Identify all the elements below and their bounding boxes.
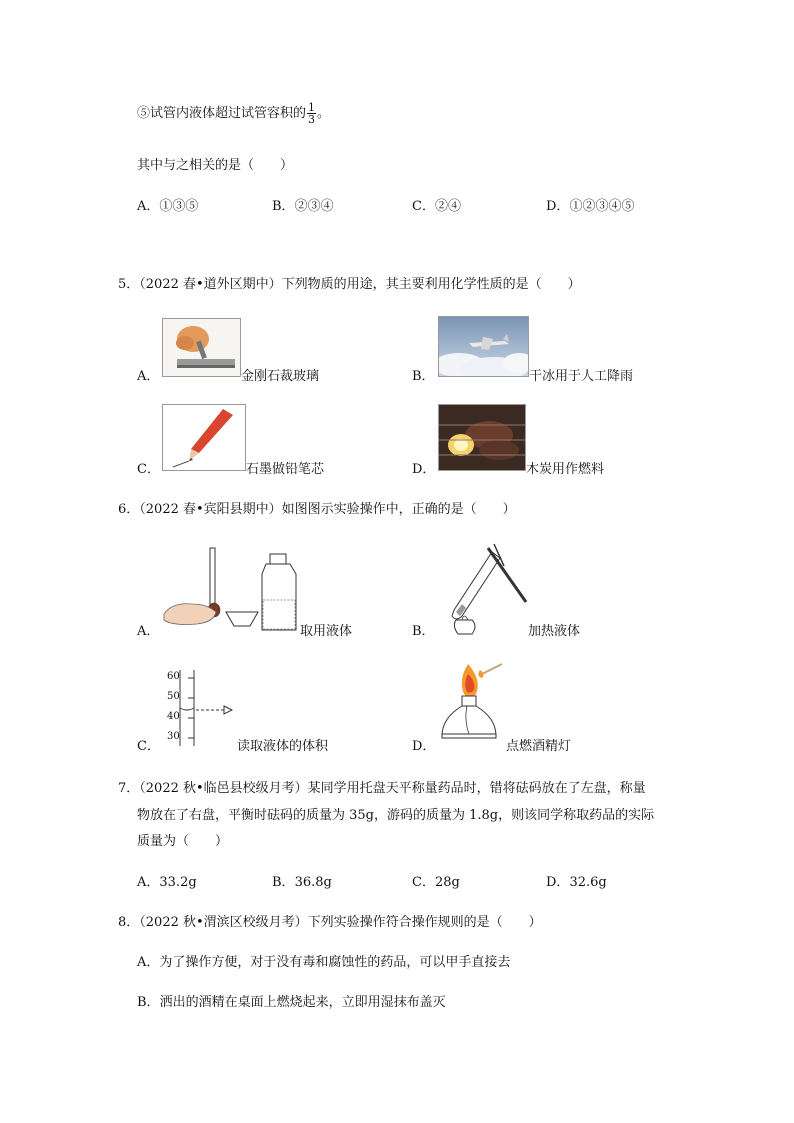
- test-tube-heating-image: [434, 538, 530, 636]
- q5-option-b-caption: 干冰用于人工降雨: [529, 369, 634, 384]
- q6-option-c-caption: 读取液体的体积: [237, 739, 329, 754]
- q4-option-b[interactable]: B．②③④: [272, 199, 334, 214]
- q4-option-c[interactable]: C．②④: [412, 199, 461, 214]
- q6-option-c-letter[interactable]: C．: [137, 739, 160, 754]
- q6-option-b-caption: 加热液体: [528, 624, 581, 639]
- pencil-image: [162, 404, 246, 471]
- airplane-clouds-image: [438, 316, 529, 377]
- glass-cutter-image: [162, 318, 241, 377]
- fraction-one-third: $\frac{1}{3}$: [308, 101, 316, 126]
- cylinder-mark-40: 40: [167, 711, 180, 722]
- q6-option-d-letter[interactable]: D．: [412, 739, 436, 754]
- q4-option-d[interactable]: D．①②③④⑤: [546, 199, 635, 214]
- q7-option-d[interactable]: D．32.6g: [546, 875, 607, 890]
- q7-stem-line-3: 质量为（ ）: [137, 834, 229, 849]
- dropper-bottle-image: [162, 544, 302, 634]
- cylinder-mark-50: 50: [167, 691, 180, 702]
- q5-option-d-caption: 木炭用作燃料: [526, 462, 605, 477]
- q6-option-d-caption: 点燃酒精灯: [506, 739, 572, 754]
- q4-item5-text: ⑤试管内液体超过试管容积的: [137, 106, 307, 121]
- q6-option-a-caption: 取用液体: [300, 624, 353, 639]
- graduated-cylinder-image: [164, 670, 240, 748]
- q5-option-b-letter[interactable]: B．: [412, 369, 435, 384]
- cylinder-mark-30: 30: [167, 731, 180, 742]
- q8-stem: 8．（2022 秋•渭滨区校级月考）下列实验操作符合操作规则的是（ ）: [118, 915, 542, 930]
- q4-prompt: 其中与之相关的是（ ）: [137, 158, 294, 173]
- q8-option-a[interactable]: A．为了操作方便，对于没有毒和腐蚀性的药品，可以甲手直接去: [137, 955, 511, 970]
- q5-option-c-letter[interactable]: C．: [137, 462, 160, 477]
- cylinder-mark-60: 60: [167, 671, 180, 682]
- q4-item5: ⑤试管内液体超过试管容积的 $\frac{1}{3}$ 。: [137, 101, 331, 126]
- charcoal-grill-image: [438, 404, 526, 471]
- q5-option-d-letter[interactable]: D．: [412, 462, 436, 477]
- q6-option-b-letter[interactable]: B．: [412, 624, 435, 639]
- q6-option-a-letter[interactable]: A．: [137, 624, 160, 639]
- q7-option-c[interactable]: C．28g: [412, 875, 460, 890]
- q5-stem: 5．（2022 春•道外区期中）下列物质的用途，其主要利用化学性质的是（ ）: [118, 277, 581, 292]
- q8-option-b[interactable]: B．洒出的酒精在桌面上燃烧起来，立即用湿抹布盖灭: [137, 995, 446, 1010]
- q4-option-a[interactable]: A．①③⑤: [137, 199, 199, 214]
- alcohol-lamp-image: [436, 660, 506, 750]
- q7-option-b[interactable]: B．36.8g: [272, 875, 332, 890]
- q7-stem-line-2: 物放在了右盘，平衡时砝码的质量为 35g，游码的质量为 1.8g，则该同学称取药品的实际: [137, 808, 655, 823]
- q7-option-a[interactable]: A．33.2g: [137, 875, 197, 890]
- q5-option-a-letter[interactable]: A．: [137, 369, 160, 384]
- q5-option-a-caption: 金刚石裁玻璃: [241, 369, 320, 384]
- q5-option-c-caption: 石墨做铅笔芯: [246, 462, 325, 477]
- q6-stem: 6．（2022 春•宾阳县期中）如图图示实验操作中，正确的是（ ）: [118, 502, 516, 517]
- q7-stem-line-1: 7．（2022 秋•临邑县校级月考）某同学用托盘天平称量药品时，错将砝码放在了左盘，称量: [118, 781, 646, 796]
